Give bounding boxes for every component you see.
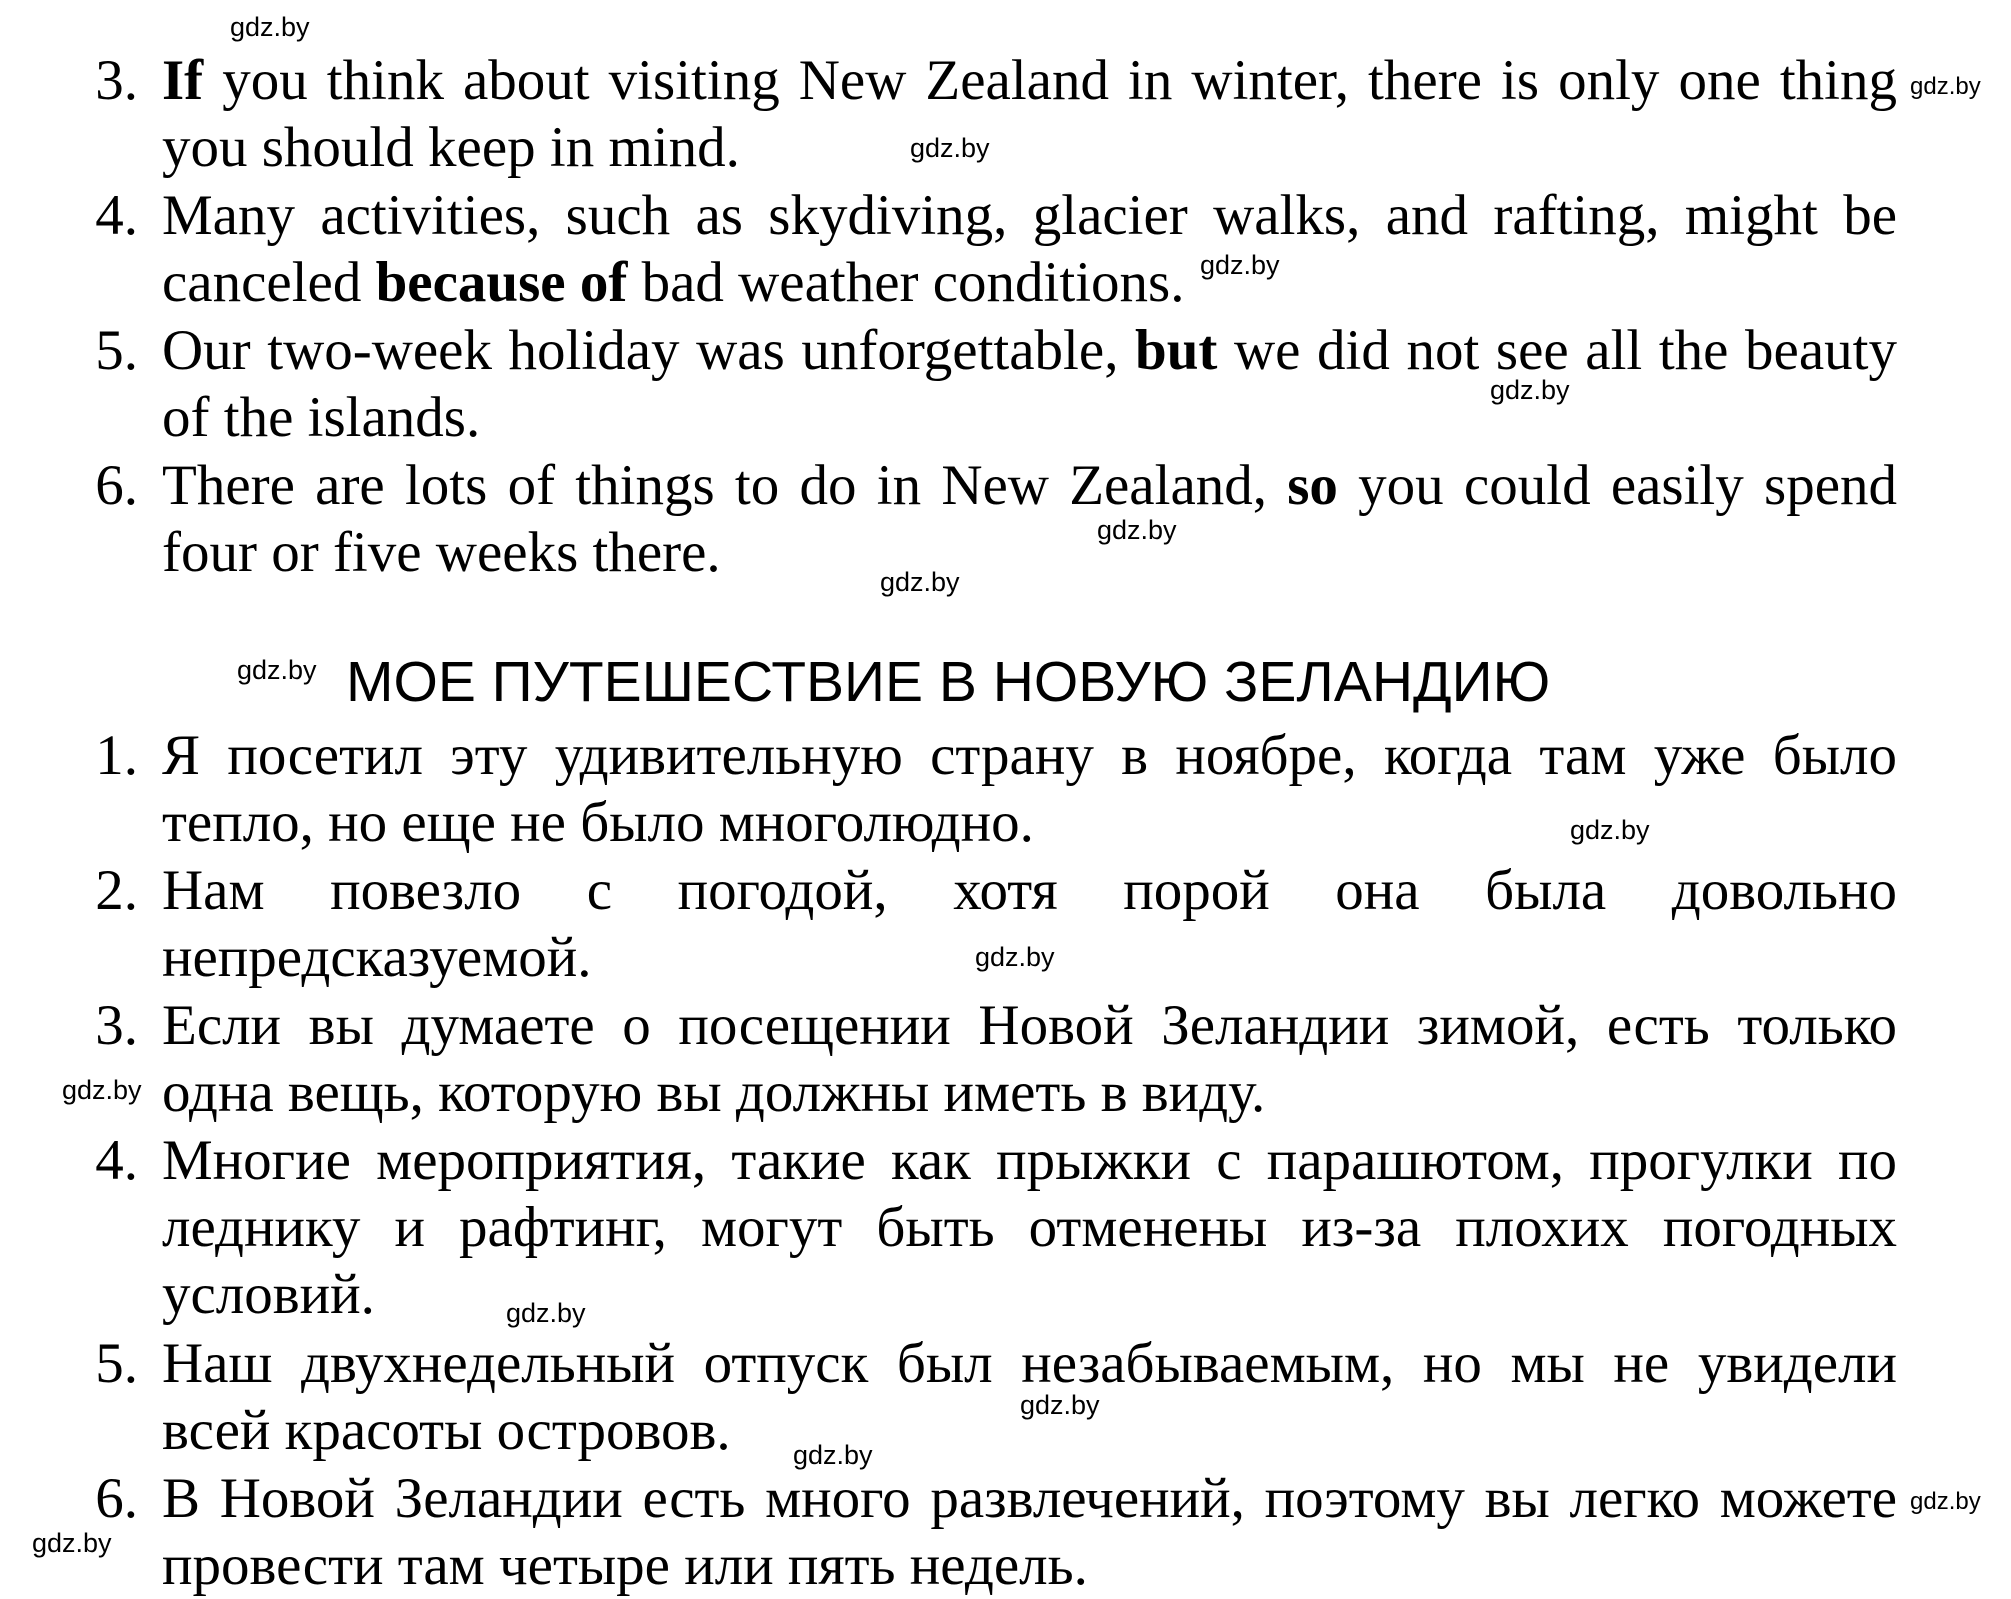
watermark: gdz.by: [62, 1075, 142, 1105]
watermark: gdz.by: [1910, 73, 1981, 100]
watermark: gdz.by: [230, 12, 310, 42]
text-run: There are lots of things to do in New Zealand,: [162, 454, 1288, 517]
text-run: bad weather conditions.: [627, 251, 1185, 314]
watermark: gdz.by: [1097, 515, 1177, 545]
watermark: gdz.by: [506, 1298, 586, 1328]
item-number: 1.: [95, 724, 138, 787]
item-text: В Новой Зеландии есть много развлечений, поэтому вы легко можете провести там четыре или пять недель.: [162, 1467, 1897, 1597]
item-text: [162, 182, 1897, 316]
item-text: Я посетил эту удивительную страну в ноябре, когда там уже было тепло, но еще не было многолюдно.: [162, 724, 1897, 854]
item-number: 6.: [95, 1467, 138, 1530]
item-text: Многие мероприятия, такие как прыжки с парашютом, прогулки по леднику и рафтинг, могут быть отменены из-за плохих погодных условий.: [162, 1129, 1897, 1326]
item-number: 3.: [95, 994, 138, 1057]
watermark: gdz.by: [1910, 1488, 1981, 1515]
bold-connector: so: [1287, 454, 1338, 517]
item-text: Наш двухнедельный отпуск был незабываемым, но мы не увидели всей красоты островов.: [162, 1332, 1897, 1462]
item-text: Если вы думаете о посещении Новой Зеландии зимой, есть только одна вещь, которую вы должны иметь в виду.: [162, 994, 1897, 1124]
watermark: gdz.by: [975, 942, 1055, 972]
watermark: gdz.by: [237, 655, 317, 685]
bold-connector: but: [1135, 319, 1218, 382]
item-number: 5.: [95, 1332, 138, 1395]
watermark: gdz.by: [793, 1440, 873, 1470]
item-text: [162, 47, 1897, 181]
item-text: [162, 317, 1897, 451]
text-run: you think about visiting New Zealand in winter, there is only one thing you should keep in mind.: [162, 49, 1897, 179]
item-number: 2.: [95, 859, 138, 922]
watermark: gdz.by: [910, 133, 990, 163]
item-number: 3.: [95, 49, 138, 112]
item-number: 5.: [95, 319, 138, 382]
bold-connector: because of: [375, 251, 628, 314]
item-text: [162, 452, 1897, 586]
item-number: 4.: [95, 184, 138, 247]
watermark: gdz.by: [880, 567, 960, 597]
item-number: 4.: [95, 1129, 138, 1192]
watermark: gdz.by: [1490, 375, 1570, 405]
section-title: МОЕ ПУТЕШЕСТВИЕ В НОВУЮ ЗЕЛАНДИЮ: [346, 650, 1551, 714]
item-text: Нам повезло с погодой, хотя порой она была довольно непредсказуемой.: [162, 859, 1897, 989]
watermark: gdz.by: [1200, 250, 1280, 280]
bold-connector: If: [162, 49, 204, 112]
text-run: Our two-week holiday was unforgettable,: [162, 319, 1136, 382]
text-run: Many activities, such as skydiving, glacier walks, and rafting, might be canceled: [162, 184, 1897, 314]
text-run: you could easily spend four or five weeks there.: [162, 454, 1897, 584]
watermark: gdz.by: [1020, 1390, 1100, 1420]
text-run: we did not see all the beauty of the islands.: [162, 319, 1897, 449]
item-number: 6.: [95, 454, 138, 517]
watermark: gdz.by: [1570, 815, 1650, 845]
watermark: gdz.by: [32, 1528, 112, 1558]
